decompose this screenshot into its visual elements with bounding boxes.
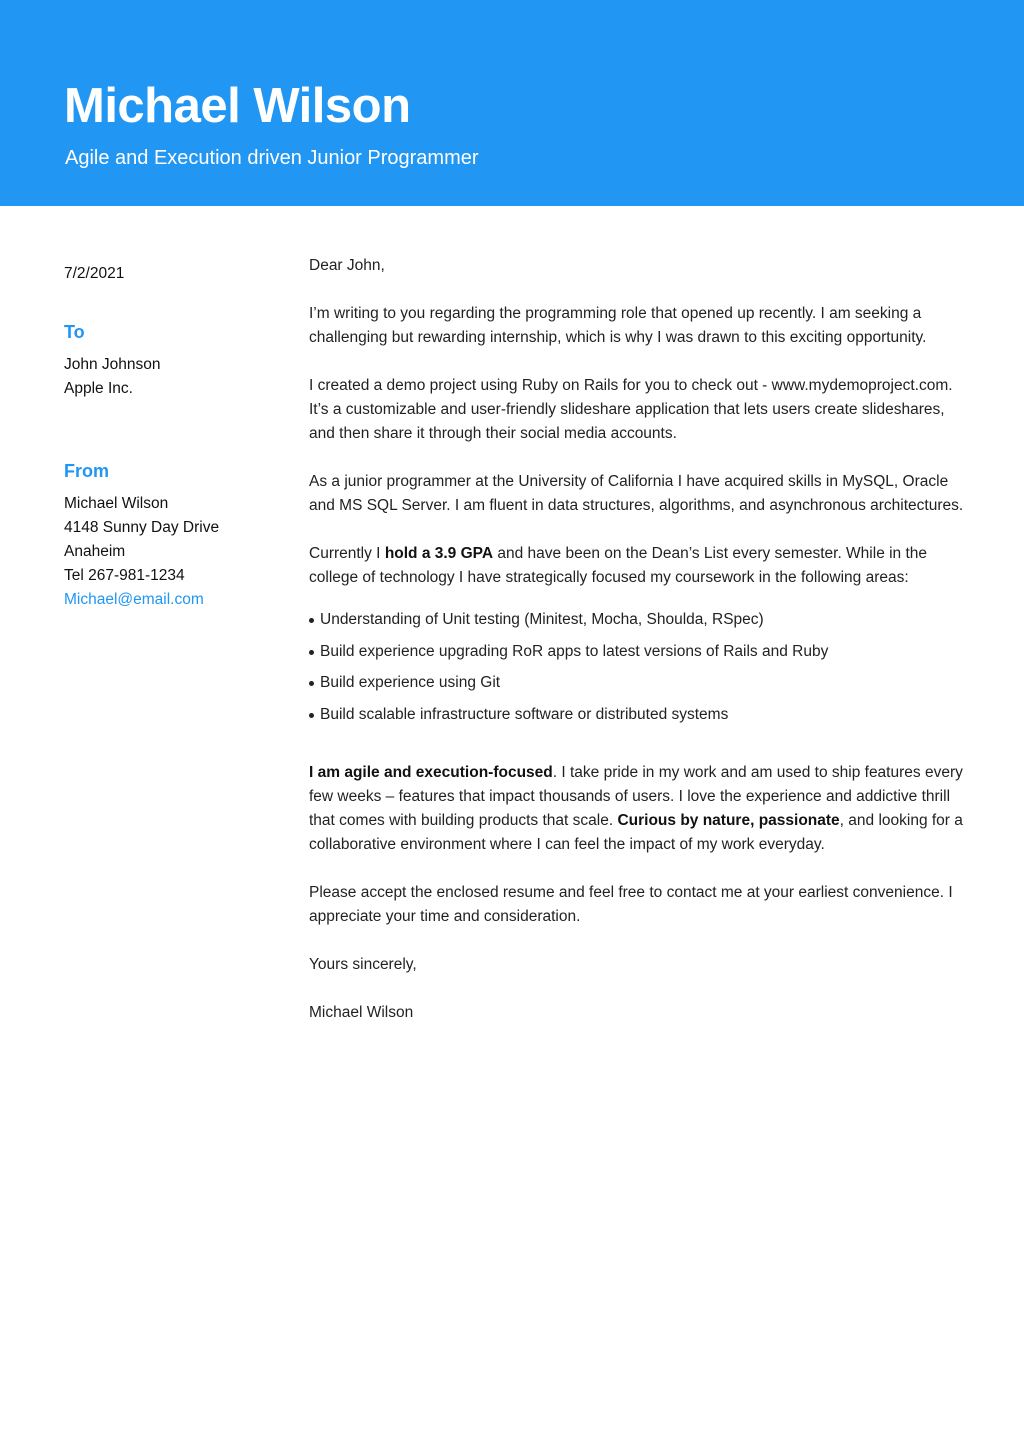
bullet-icon <box>309 618 314 623</box>
gpa-text-after: and have been on the Dean’s List every semester. While in the college of technology I have strategically focused my coursework in the following areas: <box>309 545 928 586</box>
agile-bold: I am agile and execution-focused <box>309 763 553 781</box>
curious-bold: Curious by nature, passionate <box>617 811 840 829</box>
recipient-name: John Johnson <box>64 356 161 373</box>
list-item <box>309 608 969 632</box>
letter-date: 7/2/2021 <box>64 265 125 282</box>
closing-salutation: Yours sincerely, <box>309 955 417 973</box>
paragraph-skills: As a junior programmer at the University of California I have acquired skills in MySQL, Oracle and MS SQL Server. I am fluent in data structures, algorithms, and asynchronous architectures. <box>309 473 964 514</box>
list-item-text: Build scalable infrastructure software or distributed systems <box>320 705 729 723</box>
list-item-text: Understanding of Unit testing (Minitest, Mocha, Shoulda, RSpec) <box>320 611 764 628</box>
sender-city: Anaheim <box>64 543 126 560</box>
list-item <box>309 703 969 727</box>
recipient-block <box>64 353 274 401</box>
sender-email-link[interactable]: Michael@email.com <box>64 591 204 608</box>
signature: Michael Wilson <box>309 1003 414 1021</box>
sender-name: Michael Wilson <box>64 495 169 512</box>
list-item <box>309 671 969 695</box>
from-heading: From <box>64 461 109 481</box>
header-banner <box>0 0 1024 206</box>
coursework-list <box>309 608 969 727</box>
paragraph-demo-project: I created a demo project using Ruby on Rails for you to check out - www.mydemoproject.com. It’s a customizable and user-friendly slideshare application that lets users create slideshares, and then share it through their social media accounts. <box>309 377 953 442</box>
letter-body <box>309 254 969 1049</box>
gpa-bold: hold a 3.9 GPA <box>384 545 494 562</box>
sender-street: 4148 Sunny Day Drive <box>64 519 220 536</box>
paragraph-closing: Please accept the enclosed resume and feel free to contact me at your earliest convenience. I appreciate your time and consideration. <box>309 883 953 925</box>
bullet-icon <box>309 681 314 686</box>
agile-text: . I take pride in my work and am used to ship features every few weeks – features that impact thousands of users. I love the experience and addictive thrill that comes with building products that scale. <box>309 763 963 829</box>
list-item <box>309 640 969 664</box>
recipient-company: Apple Inc. <box>64 380 133 397</box>
sender-phone: Tel 267-981-1234 <box>64 567 185 584</box>
sender-block <box>64 492 274 612</box>
sidebar <box>64 262 274 612</box>
to-heading: To <box>64 322 85 342</box>
bullet-icon <box>309 713 314 718</box>
greeting: Dear John, <box>309 257 385 274</box>
gpa-text-before: Currently I <box>309 545 385 562</box>
list-item-text: Build experience using Git <box>320 674 501 691</box>
paragraph-agile <box>309 761 969 857</box>
curious-text: , and looking for a collaborative environment where I can feel the impact of my work everyday. <box>309 811 963 853</box>
bullet-icon <box>309 650 314 655</box>
paragraph-gpa <box>309 542 969 590</box>
paragraph-intro: I’m writing to you regarding the programming role that opened up recently. I am seeking a challenging but rewarding internship, which is why I was drawn to this exciting opportunity. <box>309 305 927 346</box>
applicant-headline: Agile and Execution driven Junior Programmer <box>65 147 479 169</box>
list-item-text: Build experience upgrading RoR apps to latest versions of Rails and Ruby <box>320 642 829 660</box>
applicant-name: Michael Wilson <box>64 79 411 133</box>
